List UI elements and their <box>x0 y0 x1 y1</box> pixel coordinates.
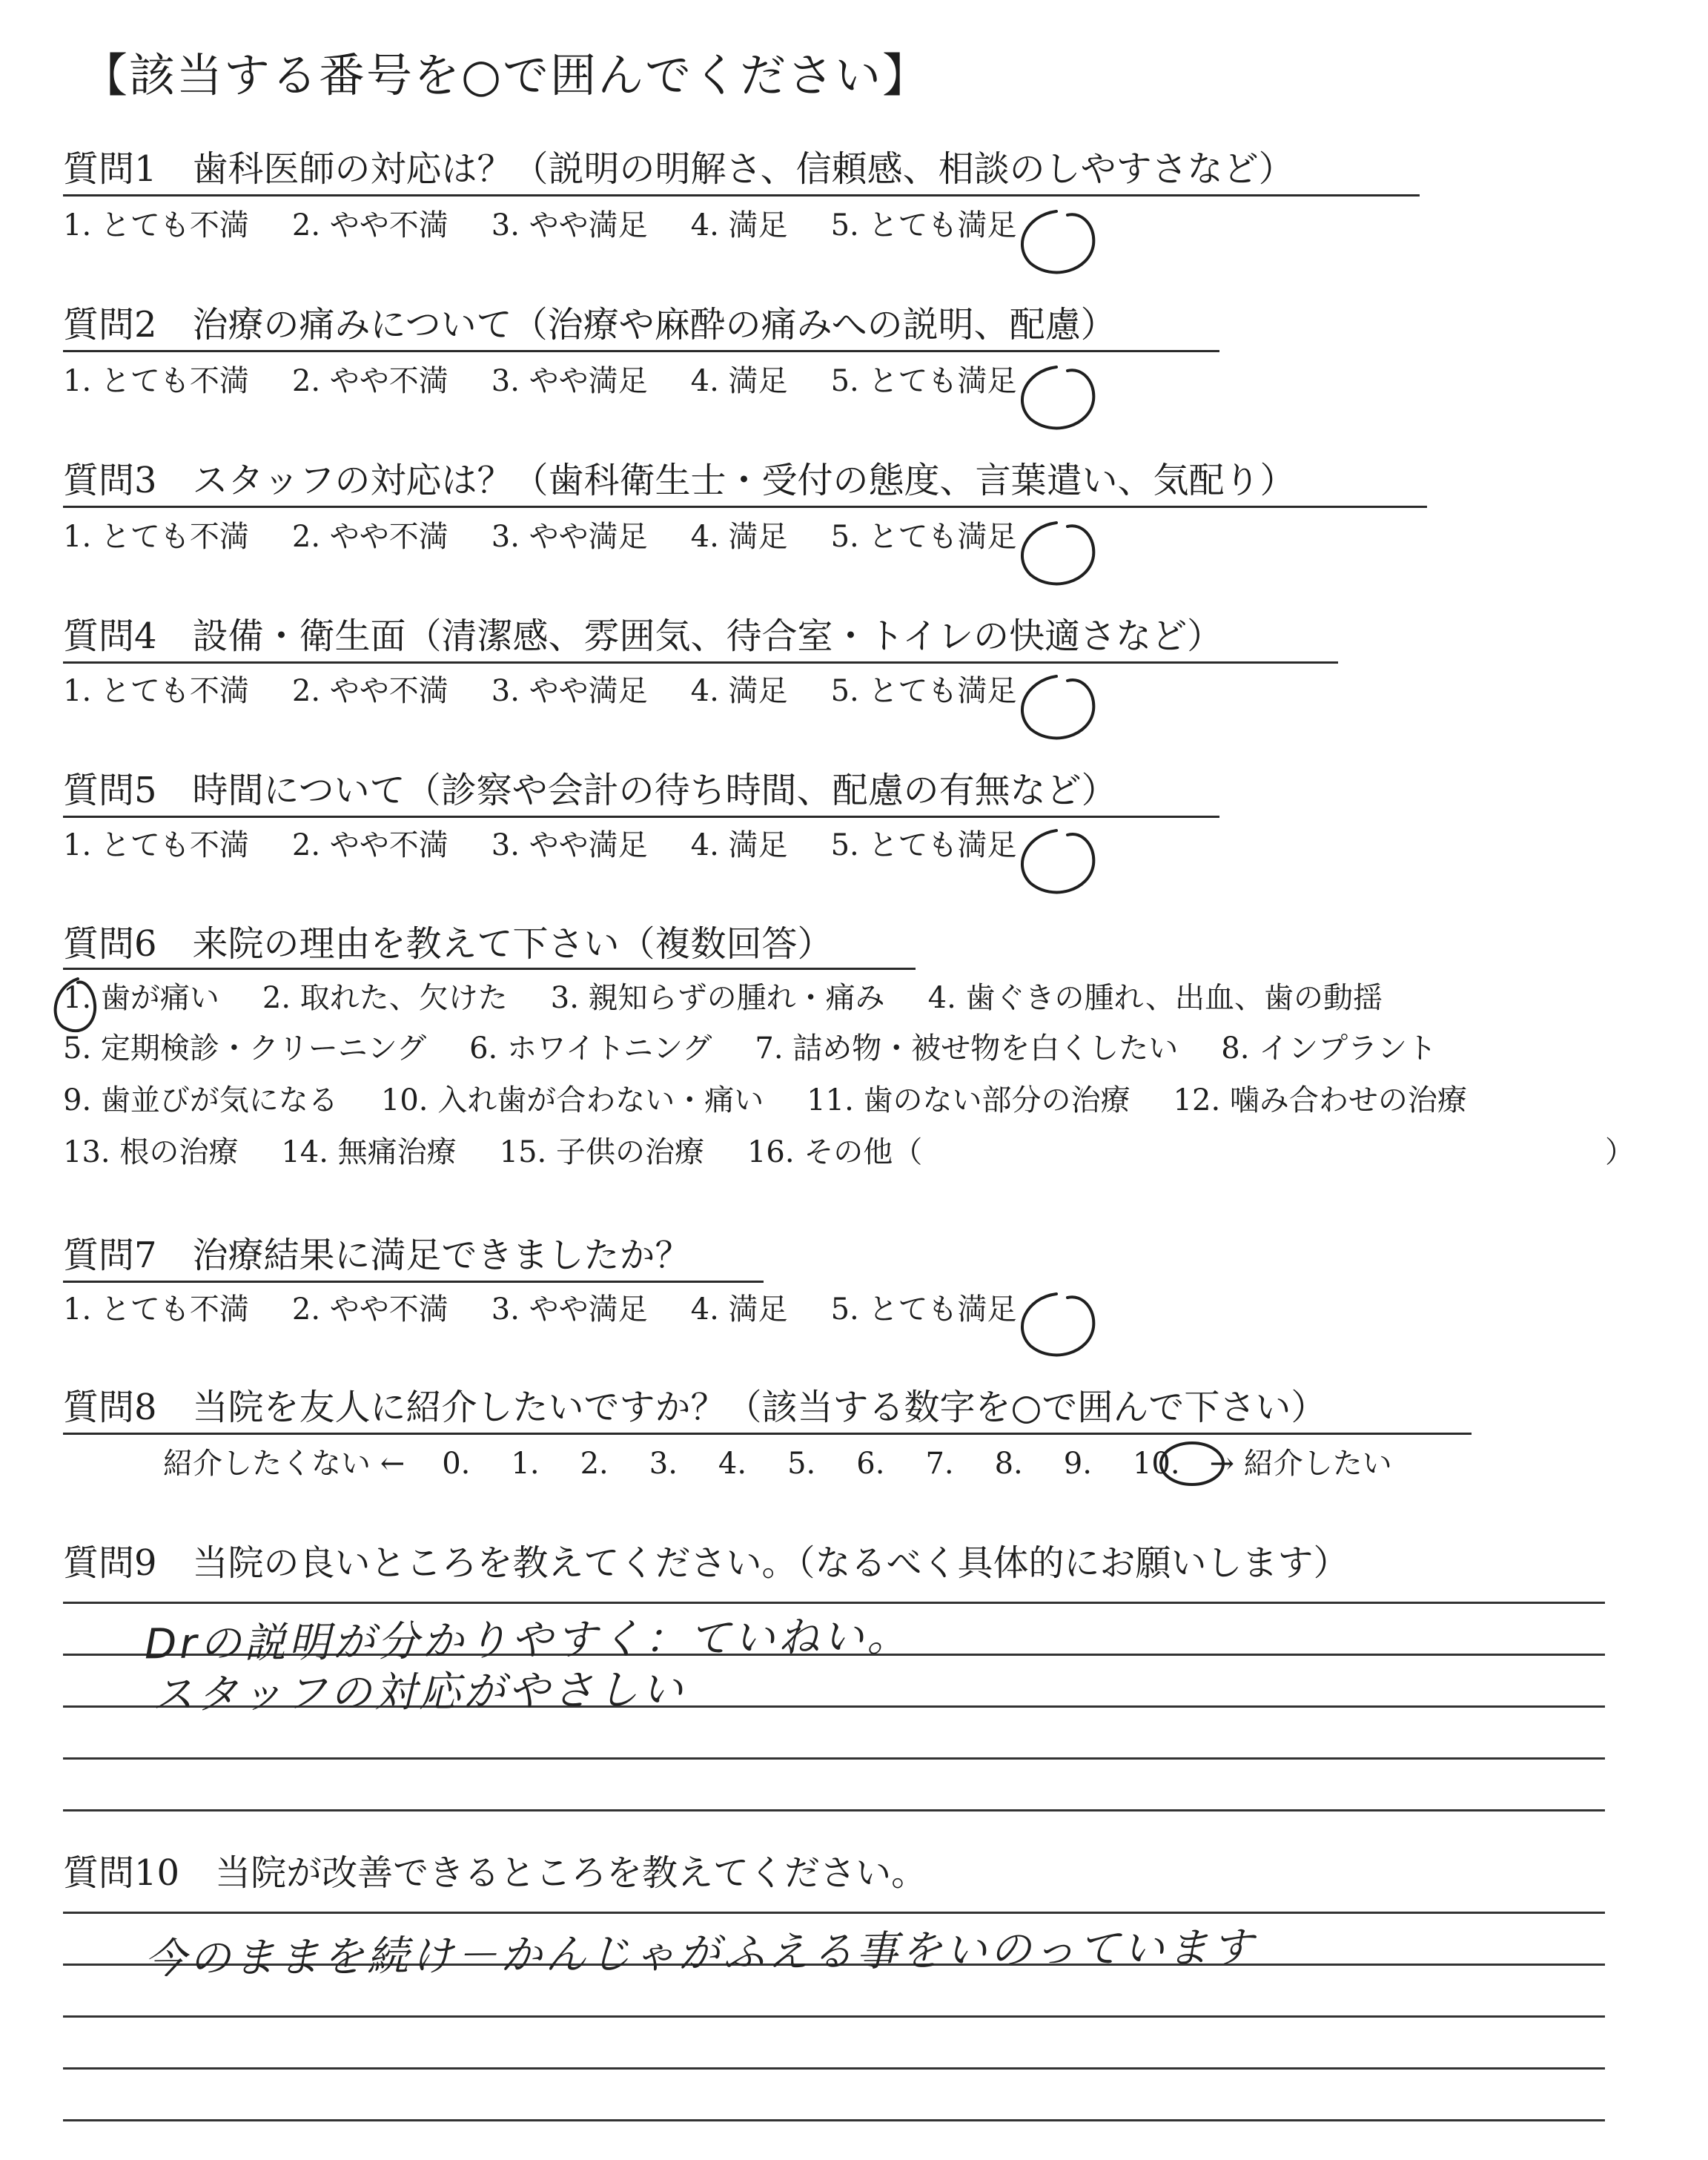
q5-option-2[interactable]: 2. やや不満 <box>291 828 448 862</box>
q3-option-3[interactable]: 3. やや満足 <box>491 520 648 554</box>
q8-right-label: → 紹介したい <box>1209 1447 1392 1481</box>
question-6-row-2 <box>63 1031 1480 1066</box>
q4-option-4[interactable]: 4. 満足 <box>690 674 788 708</box>
q8-value-7[interactable]: 7. <box>925 1447 954 1481</box>
q10-handwritten-answer[interactable]: 今のままを続け－かんじゃがふえる事をいのっています <box>144 1923 1257 1984</box>
q2-option-2[interactable]: 2. やや不満 <box>291 364 448 398</box>
q9-handwritten-answer-2[interactable]: スタッフの対応がやさしい <box>151 1665 686 1720</box>
q6-option-7[interactable]: 7. 詰め物・被せ物を白くしたい <box>755 1031 1179 1066</box>
question-9-title: 質問9 当院の良いところを教えてください。（なるべく具体的にお願いします） <box>63 1542 1349 1584</box>
q8-left-label: 紹介したくない ← <box>163 1447 406 1481</box>
q3-option-5[interactable]: 5. とても満足 <box>830 520 1017 554</box>
question-5-title: 質問5 時間について（診察や会計の待ち時間、配慮の有無など） <box>63 770 1117 811</box>
q5-option-3[interactable]: 3. やや満足 <box>491 828 648 862</box>
question-3-title: 質問3 スタッフの対応は？（歯科衛生士・受付の態度、言葉遣い、気配り） <box>63 460 1296 501</box>
question-4-title: 質問4 設備・衛生面（清潔感、雰囲気、待合室・トイレの快適さなど） <box>63 615 1223 657</box>
q6-option-4[interactable]: 4. 歯ぐきの腫れ、出血、歯の動揺 <box>927 981 1383 1015</box>
q8-value-3[interactable]: 3. <box>649 1447 678 1481</box>
question-6-row-4 <box>63 1135 965 1170</box>
q2-option-5[interactable]: 5. とても満足 <box>830 364 1017 398</box>
question-6-underline <box>63 968 916 970</box>
question-8-underline <box>63 1433 1472 1435</box>
q9-answer-line-4 <box>63 1757 1605 1760</box>
q6-other-close-paren: ） <box>1605 1135 1635 1169</box>
q4-option-3[interactable]: 3. やや満足 <box>491 674 648 708</box>
q8-value-9[interactable]: 9. <box>1063 1447 1092 1481</box>
q6-option-6[interactable]: 6. ホワイトニング <box>469 1031 712 1066</box>
question-6-row-3 <box>63 1083 1510 1118</box>
q1-option-1[interactable]: 1. とても不満 <box>63 208 249 242</box>
q10-answer-line-3 <box>63 2015 1605 2018</box>
q3-option-4[interactable]: 4. 満足 <box>690 520 788 554</box>
q10-answer-line-5 <box>63 2119 1605 2121</box>
q8-value-6[interactable]: 6. <box>856 1447 885 1481</box>
q6-option-14[interactable]: 14. 無痛治療 <box>281 1135 457 1169</box>
q7-option-2[interactable]: 2. やや不満 <box>291 1292 448 1327</box>
q1-option-4[interactable]: 4. 満足 <box>690 208 788 242</box>
q6-option-10[interactable]: 10. 入れ歯が合わない・痛い <box>380 1083 764 1117</box>
question-8-title: 質問8 当院を友人に紹介したいですか？（該当する数字を○で囲んで下さい） <box>63 1387 1327 1428</box>
question-1-title: 質問1 歯科医師の対応は？（説明の明解さ、信頼感、相談のしやすさなど） <box>63 148 1294 190</box>
q6-option-5[interactable]: 5. 定期検診・クリーニング <box>63 1031 427 1066</box>
q2-option-3[interactable]: 3. やや満足 <box>491 364 648 398</box>
q7-option-5[interactable]: 5. とても満足 <box>830 1292 1017 1327</box>
question-8-scale <box>163 1446 1435 1482</box>
q8-value-10[interactable]: 10. <box>1132 1447 1180 1481</box>
question-1-options <box>63 208 1059 243</box>
q1-option-3[interactable]: 3. やや満足 <box>491 208 648 242</box>
q4-option-1[interactable]: 1. とても不満 <box>63 674 249 708</box>
q9-handwritten-answer-1[interactable]: Drの説明が分かりやすく：ていねい。 <box>144 1612 912 1669</box>
q1-option-5[interactable]: 5. とても満足 <box>830 208 1017 242</box>
q6-option-8[interactable]: 8. インプラント <box>1221 1031 1437 1066</box>
q6-option-9[interactable]: 9. 歯並びが気になる <box>63 1083 338 1117</box>
q6-option-13[interactable]: 13. 根の治療 <box>63 1135 239 1169</box>
q6-option-1[interactable]: 1. 歯が痛い <box>63 981 219 1015</box>
q2-option-4[interactable]: 4. 満足 <box>690 364 788 398</box>
question-7-underline <box>63 1281 764 1283</box>
q8-value-4[interactable]: 4. <box>718 1447 747 1481</box>
q6-option-3[interactable]: 3. 親知らずの腫れ・痛み <box>550 981 885 1015</box>
q7-option-1[interactable]: 1. とても不満 <box>63 1292 249 1327</box>
question-10-title: 質問10 当院が改善できるところを教えてください。 <box>63 1852 927 1894</box>
question-7-options <box>63 1292 1059 1327</box>
q5-option-1[interactable]: 1. とても不満 <box>63 828 249 862</box>
question-2-underline <box>63 350 1219 352</box>
question-6-title: 質問6 来院の理由を教えて下さい（複数回答） <box>63 923 833 965</box>
question-5-underline <box>63 816 1219 818</box>
question-5-options <box>63 828 1059 863</box>
question-3-options <box>63 519 1059 555</box>
q3-option-1[interactable]: 1. とても不満 <box>63 520 249 554</box>
q7-option-3[interactable]: 3. やや満足 <box>491 1292 648 1327</box>
q9-answer-line-1 <box>63 1602 1605 1604</box>
q8-value-0[interactable]: 0. <box>442 1447 471 1481</box>
question-2-title: 質問2 治療の痛みについて（治療や麻酔の痛みへの説明、配慮） <box>63 304 1116 346</box>
q5-option-5[interactable]: 5. とても満足 <box>830 828 1017 862</box>
q4-option-5[interactable]: 5. とても満足 <box>830 674 1017 708</box>
q7-option-4[interactable]: 4. 満足 <box>690 1292 788 1327</box>
q6-option-11[interactable]: 11. 歯のない部分の治療 <box>807 1083 1131 1117</box>
q6-option-12[interactable]: 12. 噛み合わせの治療 <box>1173 1083 1467 1117</box>
q5-option-4[interactable]: 4. 満足 <box>690 828 788 862</box>
question-4-underline <box>63 661 1338 664</box>
q10-answer-line-1 <box>63 1912 1605 1914</box>
q1-option-2[interactable]: 2. やや不満 <box>291 208 448 242</box>
question-7-title: 質問7 治療結果に満足できましたか？ <box>63 1235 691 1276</box>
q6-option-2[interactable]: 2. 取れた、欠けた <box>262 981 508 1015</box>
question-3-underline <box>63 506 1427 508</box>
q8-value-5[interactable]: 5. <box>787 1447 816 1481</box>
page-header: 【該当する番号を○で囲んでください】 <box>82 48 930 102</box>
q6-option-16[interactable]: 16. その他（ <box>747 1135 923 1169</box>
question-4-options <box>63 673 1059 709</box>
q4-option-2[interactable]: 2. やや不満 <box>291 674 448 708</box>
q10-answer-line-4 <box>63 2067 1605 2070</box>
question-1-underline <box>63 194 1420 196</box>
q8-value-1[interactable]: 1. <box>511 1447 540 1481</box>
question-2-options <box>63 363 1059 399</box>
q6-option-15[interactable]: 15. 子供の治療 <box>499 1135 704 1169</box>
q2-option-1[interactable]: 1. とても不満 <box>63 364 249 398</box>
q3-option-2[interactable]: 2. やや不満 <box>291 520 448 554</box>
q8-value-8[interactable]: 8. <box>994 1447 1023 1481</box>
q8-value-2[interactable]: 2. <box>580 1447 609 1481</box>
question-6-row-1 <box>63 980 1426 1016</box>
q9-answer-line-5 <box>63 1809 1605 1811</box>
